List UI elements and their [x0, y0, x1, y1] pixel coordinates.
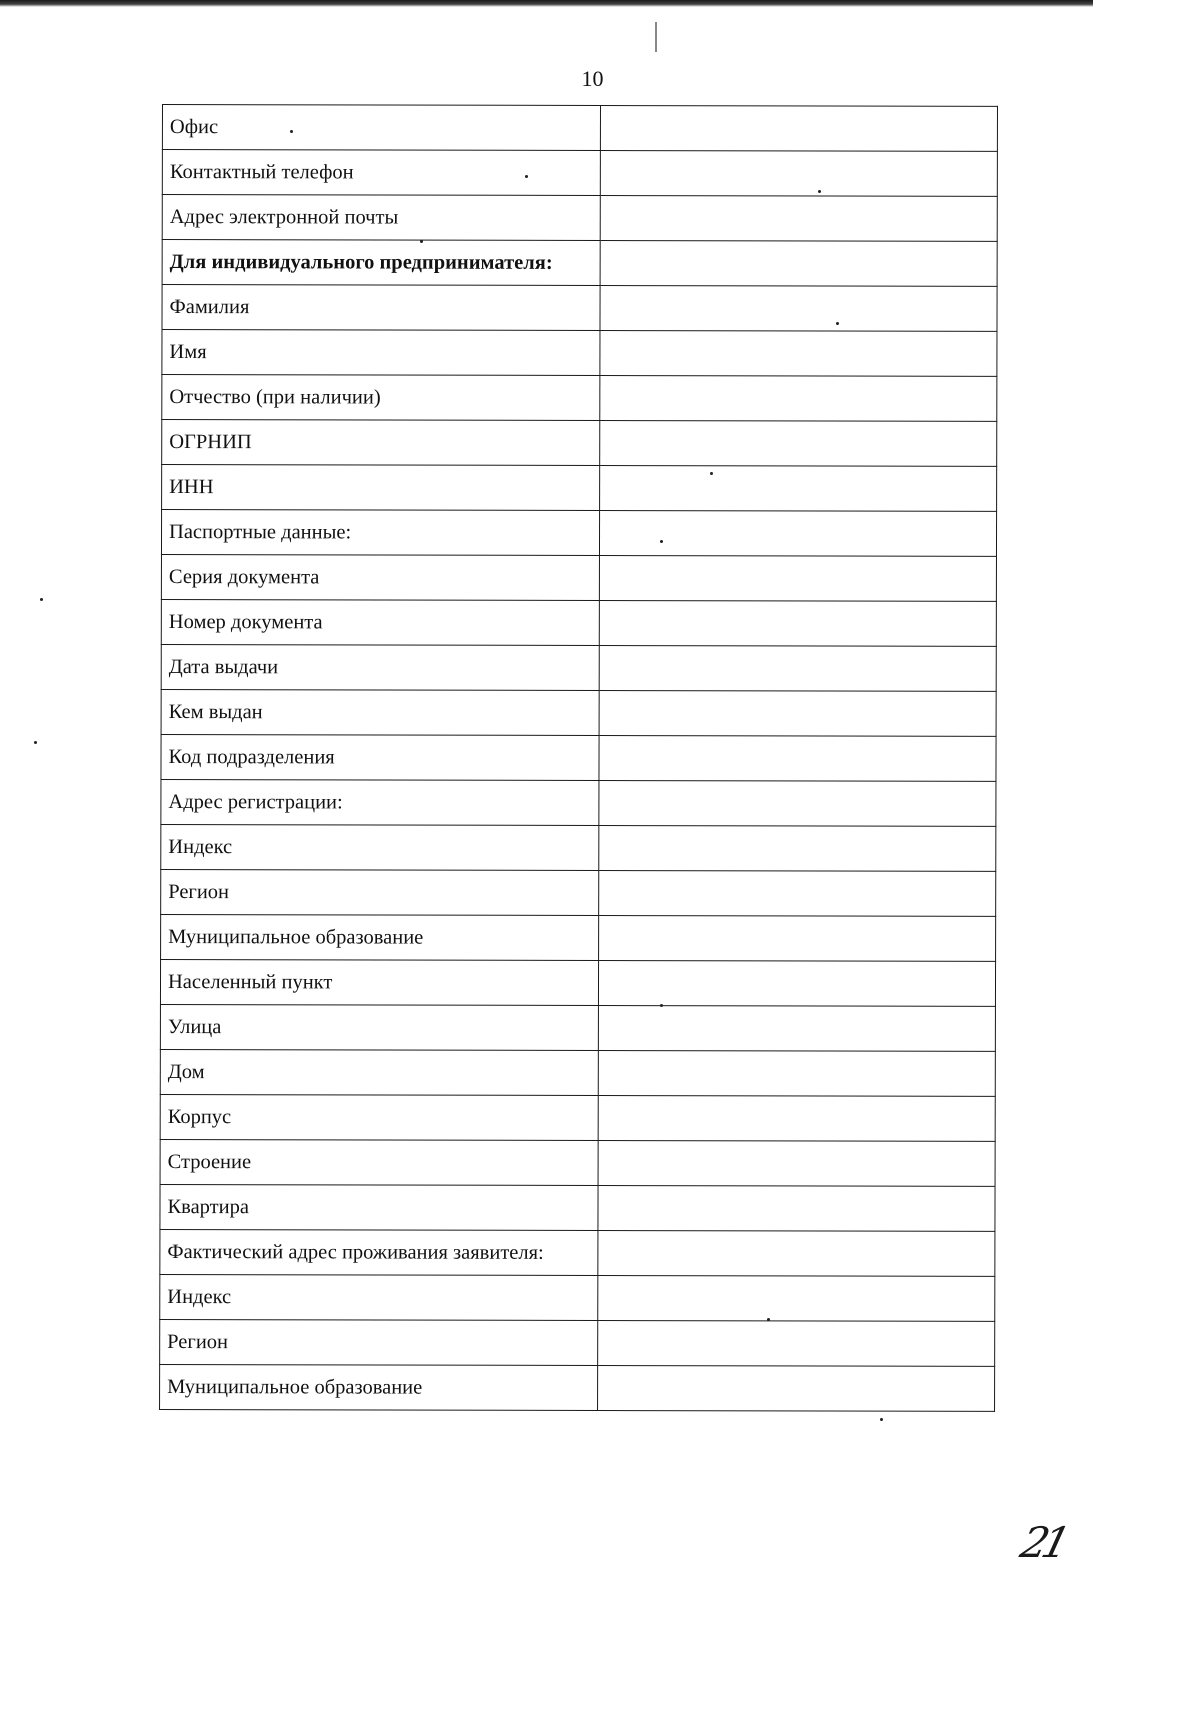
form-row [161, 914, 996, 961]
scan-speck [660, 540, 663, 543]
form-row [160, 1319, 995, 1366]
form-row-label: Муниципальное образование [160, 1364, 598, 1410]
form-row [160, 1364, 995, 1411]
scan-speck [660, 1004, 663, 1007]
form-row-label: Строение [160, 1139, 598, 1185]
form-row [162, 150, 997, 197]
form-row-label: Паспортные данные: [161, 510, 599, 556]
form-row-value[interactable] [597, 1320, 994, 1366]
form-row-value[interactable] [597, 1365, 994, 1411]
form-row [161, 644, 996, 691]
form-row [162, 195, 997, 242]
scan-speck [767, 1318, 770, 1321]
form-row [162, 285, 997, 332]
form-row-label: Регион [160, 1319, 598, 1365]
form-row-label: Квартира [160, 1184, 598, 1230]
form-row-label: Регион [161, 869, 599, 915]
form-row-label: Адрес регистрации: [161, 779, 599, 825]
form-row [162, 330, 997, 377]
form-row [162, 240, 997, 287]
form-row [160, 959, 995, 1006]
scan-speck [40, 598, 43, 601]
form-row [160, 1094, 995, 1141]
form-row [160, 1274, 995, 1321]
form-row-label: ИНН [162, 465, 600, 511]
form-row-label: Код подразделения [161, 734, 599, 780]
form-row-value[interactable] [599, 690, 996, 736]
form-row-label: Фактический адрес проживания заявителя: [160, 1229, 598, 1275]
form-row-value[interactable] [598, 1140, 995, 1186]
form-row-value[interactable] [598, 915, 995, 961]
form-row [162, 105, 997, 152]
form-row-value[interactable] [599, 600, 996, 646]
scan-top-edge [0, 0, 1093, 7]
form-row-value[interactable] [598, 1185, 995, 1231]
form-row-value[interactable] [600, 285, 997, 331]
form-row [160, 1004, 995, 1051]
form-row-label: Для индивидуального предпринимателя: [162, 240, 600, 286]
form-row-label: ОГРНИП [162, 420, 600, 466]
form-row-label: Адрес электронной почты [162, 195, 600, 241]
form-row [161, 599, 996, 646]
form-row [161, 555, 996, 602]
form-row-label: Индекс [161, 824, 599, 870]
form-row-value[interactable] [598, 870, 995, 916]
form-row-label: Имя [162, 330, 600, 376]
form-row [160, 1139, 995, 1186]
form-row [161, 824, 996, 871]
form-row-value[interactable] [599, 555, 996, 601]
form-row-value[interactable] [599, 420, 996, 466]
form-row-value[interactable] [597, 1275, 994, 1321]
form-row-value[interactable] [600, 240, 997, 286]
form-row-label: Кем выдан [161, 689, 599, 735]
form-row-label: Фамилия [162, 285, 600, 331]
form-row [162, 375, 997, 422]
form-row-value[interactable] [599, 780, 996, 826]
scan-speck [290, 130, 293, 133]
form-row-value[interactable] [599, 465, 996, 511]
form-row-label: Корпус [160, 1094, 598, 1140]
form-row-value[interactable] [600, 195, 997, 241]
form-row-label: Номер документа [161, 599, 599, 645]
form-row-label: Офис [162, 105, 600, 151]
form-row-value[interactable] [598, 1050, 995, 1096]
scan-speck [836, 322, 839, 325]
form-row-label: Индекс [160, 1274, 598, 1320]
form-row [162, 420, 997, 467]
form-row [160, 1229, 995, 1276]
form-row [161, 779, 996, 826]
form-row-value[interactable] [598, 1095, 995, 1141]
form-row-label: Серия документа [161, 555, 599, 601]
form-row [161, 869, 996, 916]
form-row-value[interactable] [598, 1005, 995, 1051]
scan-speck [34, 741, 37, 744]
form-row [161, 510, 996, 557]
form-row-value[interactable] [599, 735, 996, 781]
page-number: 10 [581, 66, 604, 91]
form-row-label: Контактный телефон [162, 150, 600, 196]
form-row-label: Населенный пункт [160, 959, 598, 1005]
form-row [161, 689, 996, 736]
scan-artifact-line [655, 22, 657, 52]
scan-speck [880, 1418, 883, 1421]
form-row-label: Муниципальное образование [161, 914, 599, 960]
form-row-value[interactable] [600, 330, 997, 376]
form-row-value[interactable] [599, 375, 996, 421]
form-row [160, 1049, 995, 1096]
form-row-value[interactable] [600, 105, 997, 151]
form-row-value[interactable] [599, 645, 996, 691]
scan-speck [710, 472, 713, 475]
scan-speck [818, 190, 821, 193]
applicant-form-table [159, 104, 998, 1412]
form-table-body [160, 105, 998, 1412]
form-row [161, 734, 996, 781]
scan-speck [525, 175, 528, 178]
form-row-label: Дата выдачи [161, 644, 599, 690]
form-row [162, 465, 997, 512]
form-row-value[interactable] [598, 825, 995, 871]
form-row-label: Отчество (при наличии) [162, 375, 600, 421]
form-row-value[interactable] [599, 510, 996, 556]
scan-speck [420, 240, 423, 243]
form-row-value[interactable] [598, 1230, 995, 1276]
form-row-value[interactable] [600, 150, 997, 196]
form-row-value[interactable] [598, 960, 995, 1006]
form-row-label: Дом [160, 1049, 598, 1095]
handwritten-sheet-number: 21 [1015, 1518, 1070, 1567]
form-row [160, 1184, 995, 1231]
form-row-label: Улица [160, 1004, 598, 1050]
